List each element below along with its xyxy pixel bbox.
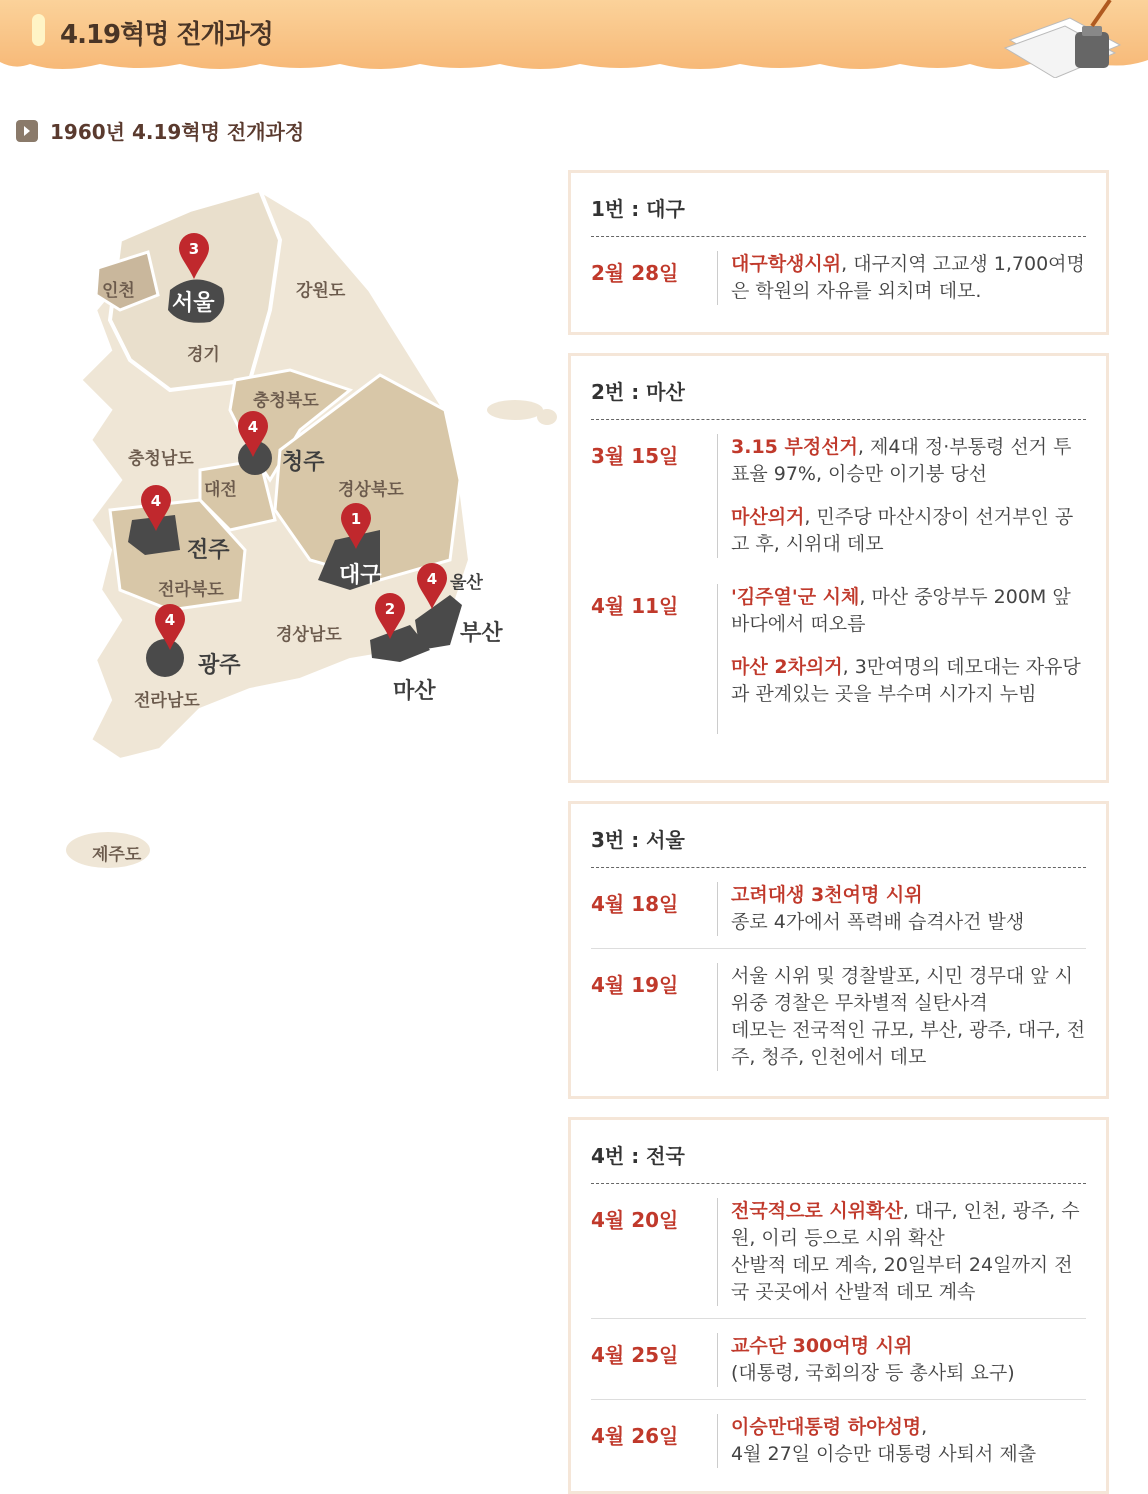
event-text: , 대구지역 고교생 1,700여명은 학원의 자유를 외치며 데모.	[731, 253, 1085, 302]
region-label: 충청북도	[253, 391, 319, 411]
event-date: 3월 15일	[591, 444, 679, 468]
city-label: 마산	[393, 679, 436, 704]
event-row	[591, 948, 1086, 1083]
event-date: 4월 20일	[591, 1208, 679, 1232]
svg-text:2: 2	[384, 600, 396, 618]
box-title: 3번 : 서울	[591, 824, 1086, 868]
box-title: 4번 : 전국	[591, 1140, 1086, 1184]
city-label: 대구	[339, 563, 382, 588]
event-description	[717, 963, 1086, 1071]
event-row	[591, 1184, 1086, 1318]
event-box-3	[568, 801, 1109, 1099]
event-description	[717, 1333, 1086, 1387]
map-pin-icon	[177, 232, 211, 284]
event-row	[591, 237, 1086, 317]
region-label: 인천	[102, 281, 135, 301]
event-highlight: 마산 2차의거	[731, 656, 843, 678]
event-text: (대통령, 국회의장 등 총사퇴 요구)	[731, 1362, 1015, 1384]
map-pin-icon	[139, 484, 173, 536]
event-date: 4월 19일	[591, 973, 679, 997]
event-text: 산발적 데모 계속, 20일부터 24일까지 전국 곳곳에서 산발적 데모 계속	[731, 1254, 1073, 1303]
event-highlight: 교수단 300여명 시위	[731, 1335, 913, 1357]
svg-text:4: 4	[247, 418, 259, 436]
event-box-2	[568, 353, 1109, 783]
map-pin-icon	[339, 502, 373, 554]
svg-text:4: 4	[164, 611, 176, 629]
box-title: 2번 : 마산	[591, 376, 1086, 420]
event-highlight: 3.15 부정선거	[731, 436, 858, 458]
event-description	[717, 251, 1086, 305]
box-title: 1번 : 대구	[591, 193, 1086, 237]
banner-accent-bar	[32, 14, 45, 46]
svg-text:4: 4	[426, 570, 438, 588]
region-label: 전라남도	[134, 691, 200, 711]
korea-map	[50, 180, 570, 880]
event-description	[717, 584, 1086, 734]
city-label: 서울	[172, 291, 215, 316]
region-label: 전라북도	[158, 580, 224, 600]
region-label: 울산	[450, 573, 483, 593]
svg-text:3: 3	[188, 240, 200, 258]
map-pin-icon	[415, 562, 449, 614]
event-text: 서울 시위 및 경찰발포, 시민 경무대 앞 시위중 경찰은 무차별적 실탄사격	[731, 965, 1073, 1014]
event-description	[717, 434, 1086, 558]
event-date: 4월 25일	[591, 1343, 679, 1367]
event-box-1	[568, 170, 1109, 335]
page-title: 4.19혁명 전개과정	[60, 20, 273, 50]
map-pin-icon	[236, 410, 270, 462]
event-text: , 대구, 인천, 광주, 수원, 이리 등으로 시위 확산	[731, 1200, 1080, 1249]
event-text: , 민주당 마산시장이 선거부인 공고 후, 시위대 데모	[731, 506, 1074, 555]
region-label: 강원도	[296, 281, 346, 301]
event-highlight: 전국적으로 시위확산	[731, 1200, 903, 1222]
event-highlight: 대구학생시위	[731, 253, 842, 275]
event-row	[591, 1318, 1086, 1399]
event-date: 4월 18일	[591, 892, 679, 916]
event-text: , 제4대 정·부통령 선거 투표율 97%, 이승만 이기붕 당선	[731, 436, 1072, 485]
event-date: 4월 11일	[591, 594, 679, 618]
region-label: 경기	[187, 345, 220, 365]
event-text: 4월 27일 이승만 대통령 사퇴서 제출	[731, 1443, 1037, 1465]
city-label: 전주	[187, 538, 230, 563]
event-highlight: '김주열'군 시체	[731, 586, 860, 608]
city-label: 부산	[460, 621, 503, 646]
svg-text:4: 4	[150, 492, 162, 510]
region-label: 경상북도	[338, 480, 404, 500]
event-row	[591, 570, 1086, 746]
event-description	[717, 1198, 1086, 1306]
event-row	[591, 868, 1086, 948]
region-label: 충청남도	[128, 449, 194, 469]
region-label: 제주도	[92, 845, 142, 865]
svg-text:1: 1	[350, 510, 362, 528]
map-pin-icon	[153, 603, 187, 655]
region-label: 경상남도	[276, 625, 342, 645]
subtitle-text: 1960년 4.19혁명 전개과정	[50, 120, 305, 144]
event-text: , 3만여명의 데모대는 자유당과 관계있는 곳을 부수며 시가지 누빔	[731, 656, 1081, 705]
event-description	[717, 1414, 1086, 1468]
city-label: 광주	[198, 653, 241, 678]
event-text: , 마산 중앙부두 200M 앞 바다에서 떠오름	[731, 586, 1071, 635]
city-label: 청주	[282, 450, 325, 475]
event-highlight: 이승만대통령 하야성명	[731, 1416, 922, 1438]
map-pin-icon	[373, 592, 407, 644]
region-label: 대전	[204, 480, 237, 500]
event-highlight: 고려대생 3천여명 시위	[731, 884, 923, 906]
event-text: 종로 4가에서 폭력배 습격사건 발생	[731, 911, 1025, 933]
section-subtitle	[16, 116, 304, 145]
event-description	[717, 882, 1086, 936]
header-banner	[0, 0, 1148, 78]
event-date: 4월 26일	[591, 1424, 679, 1448]
event-box-4	[568, 1117, 1109, 1494]
event-row	[591, 1399, 1086, 1480]
arrow-bullet-icon	[16, 120, 38, 142]
event-text: 데모는 전국적인 규모, 부산, 광주, 대구, 전주, 청주, 인천에서 데모	[731, 1019, 1086, 1068]
event-text: ,	[921, 1416, 928, 1438]
event-row	[591, 420, 1086, 570]
event-highlight: 마산의거	[731, 506, 805, 528]
event-date: 2월 28일	[591, 261, 679, 285]
